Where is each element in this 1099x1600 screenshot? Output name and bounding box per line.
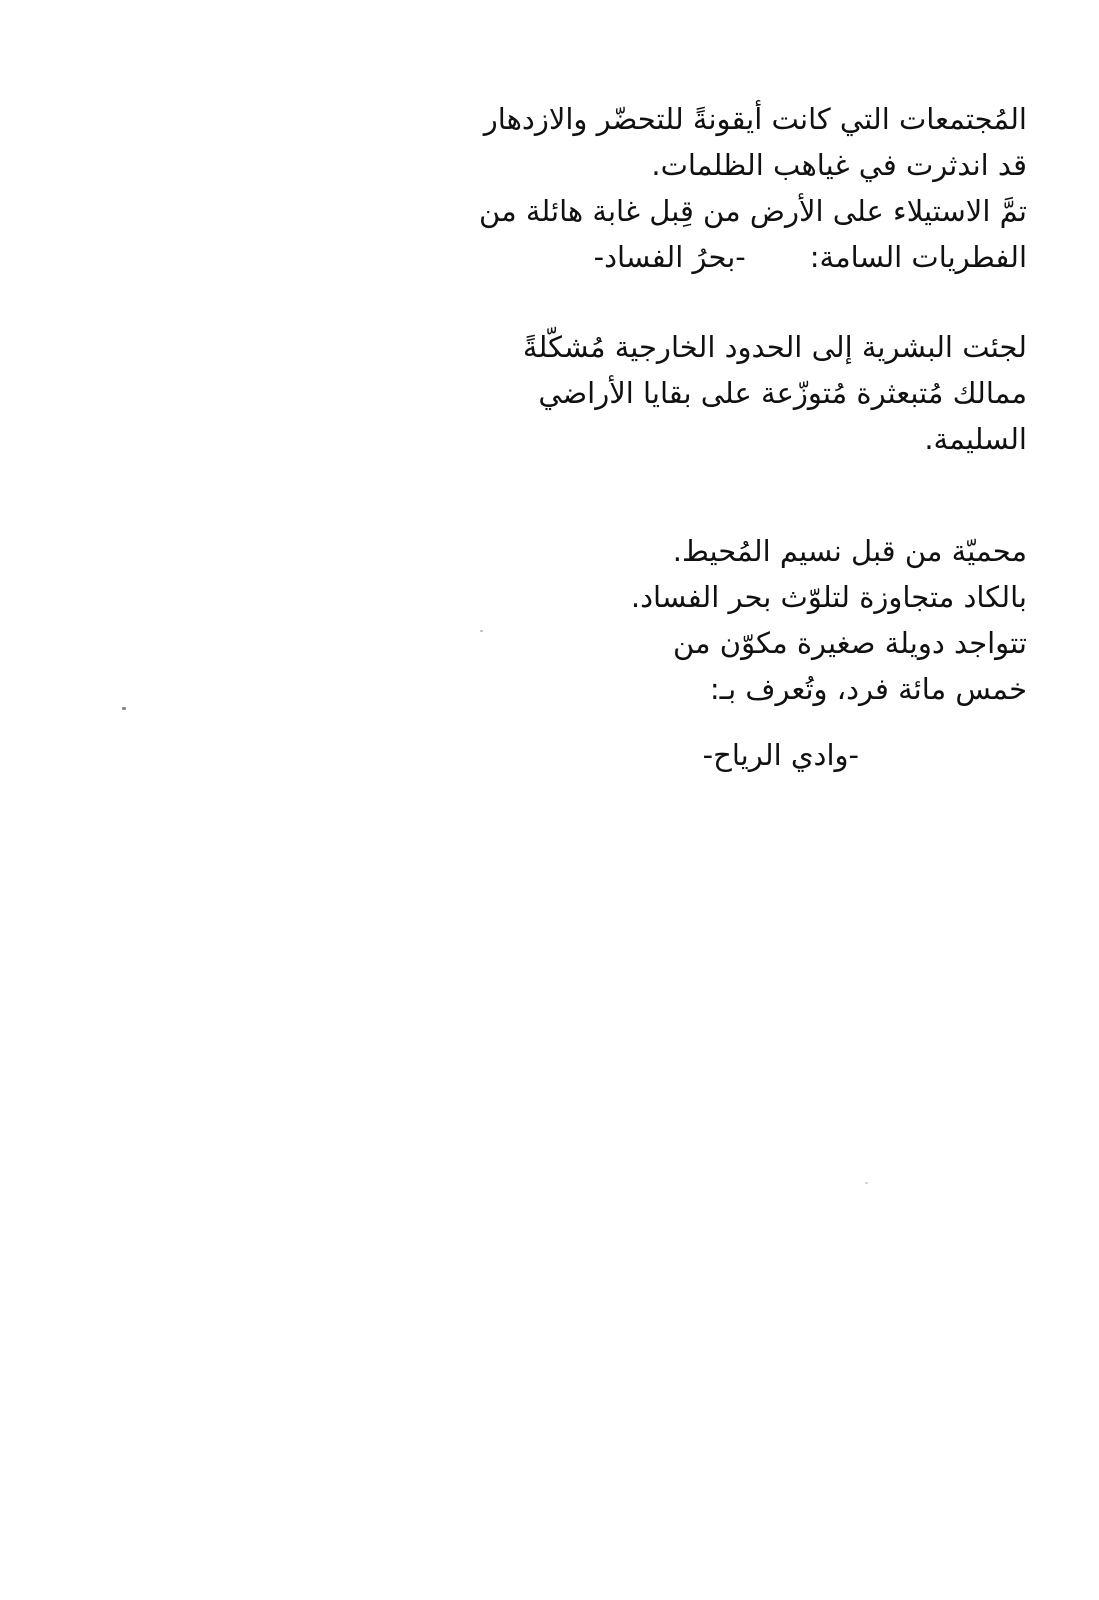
sea-of-corruption-label: -بحرُ الفساد- bbox=[593, 240, 746, 274]
text-segment: الفطريات السامة: bbox=[809, 240, 1027, 274]
valley-of-the-wind-title: -وادي الرياح- bbox=[702, 738, 859, 772]
text-line bbox=[479, 234, 1027, 280]
scan-speck bbox=[865, 1182, 868, 1184]
text-line: المُجتمعات التي كانت أيقونةً للتحضّر والازدهار bbox=[483, 102, 1027, 136]
text-line: تتواجد دويلة صغيرة مكوّن من bbox=[672, 626, 1027, 660]
valley-paragraph bbox=[631, 528, 1027, 712]
text-line: السليمة. bbox=[924, 422, 1027, 456]
scan-speck bbox=[122, 707, 126, 710]
text-line: قد اندثرت في غياهب الظلمات. bbox=[651, 148, 1027, 182]
text-line: خمس مائة فرد، وتُعرف بـ: bbox=[709, 672, 1027, 706]
humanity-paragraph bbox=[523, 324, 1027, 462]
text-line: بالكاد متجاوزة لتلوّث بحر الفساد. bbox=[630, 580, 1027, 614]
text-line: لجئت البشرية إلى الحدود الخارجية مُشكّلةً bbox=[522, 330, 1027, 364]
scan-speck bbox=[480, 630, 483, 632]
intro-paragraph bbox=[479, 96, 1027, 280]
text-line: ممالك مُتبعثرة مُتوزّعة على بقايا الأراضي bbox=[538, 376, 1027, 410]
text-line: محميّة من قبل نسيم المُحيط. bbox=[672, 534, 1027, 568]
text-line: تمَّ الاستيلاء على الأرض من قِبل غابة هائلة من bbox=[479, 194, 1027, 228]
